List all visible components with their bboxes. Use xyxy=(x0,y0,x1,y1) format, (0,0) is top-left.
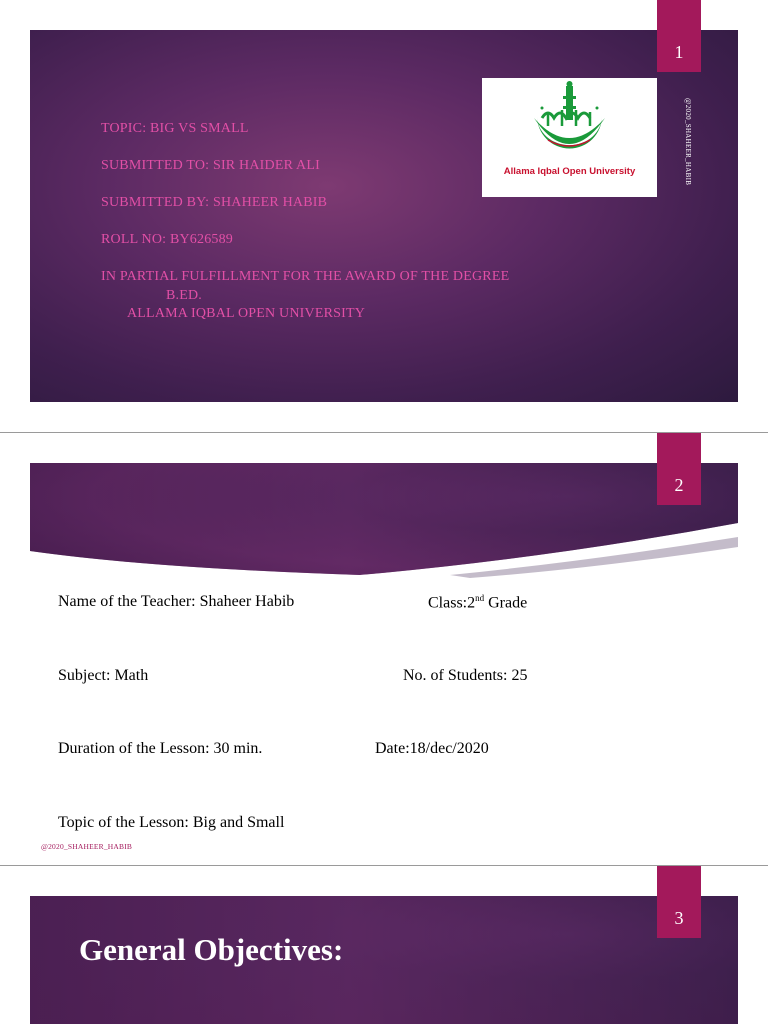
university-logo xyxy=(482,78,657,197)
footer-watermark: @2020_SHAHEER_HABIB xyxy=(41,842,133,851)
university-emblem-icon xyxy=(482,78,657,168)
date-text: Date:18/dec/2020 xyxy=(375,740,489,757)
slide-2 xyxy=(0,433,768,865)
university-line: ALLAMA IQBAL OPEN UNIVERSITY xyxy=(127,306,366,321)
section-heading: General Objectives: xyxy=(79,932,344,967)
slide-number-badge: 1 xyxy=(657,0,701,72)
submitted-by-line: SUBMITTED BY: SHAHEER HABIB xyxy=(101,195,328,210)
duration-text: Duration of the Lesson: 30 min. xyxy=(58,740,263,757)
fulfillment-line: IN PARTIAL FULFILLMENT FOR THE AWARD OF THE DEGREE xyxy=(101,269,510,284)
slide-number-badge: 3 xyxy=(657,866,701,938)
slide-3 xyxy=(0,866,768,1024)
teacher-name-text: Name of the Teacher: Shaheer Habib xyxy=(58,593,295,610)
submitted-to-line: SUBMITTED TO: SIR HAIDER ALI xyxy=(101,158,320,173)
subject-text: Subject: Math xyxy=(58,667,149,684)
students-text: No. of Students: 25 xyxy=(403,667,528,684)
class-superscript: nd xyxy=(475,593,485,603)
degree-line: B.ED. xyxy=(166,288,202,303)
class-text xyxy=(428,593,527,612)
roll-no-line: ROLL NO: BY626589 xyxy=(101,232,233,247)
class-suffix: Grade xyxy=(484,594,528,612)
slide-number-badge: 2 xyxy=(657,433,701,505)
slide-1 xyxy=(0,0,768,432)
vertical-watermark: @2020_SHAHEER_HABIB xyxy=(684,98,692,186)
topic-line: TOPIC: BIG VS SMALL xyxy=(101,121,249,136)
logo-caption: Allama Iqbal Open University xyxy=(503,166,636,177)
lesson-topic-text: Topic of the Lesson: Big and Small xyxy=(58,814,285,831)
slide-banner xyxy=(30,463,738,578)
class-prefix: Class:2 xyxy=(428,594,476,612)
